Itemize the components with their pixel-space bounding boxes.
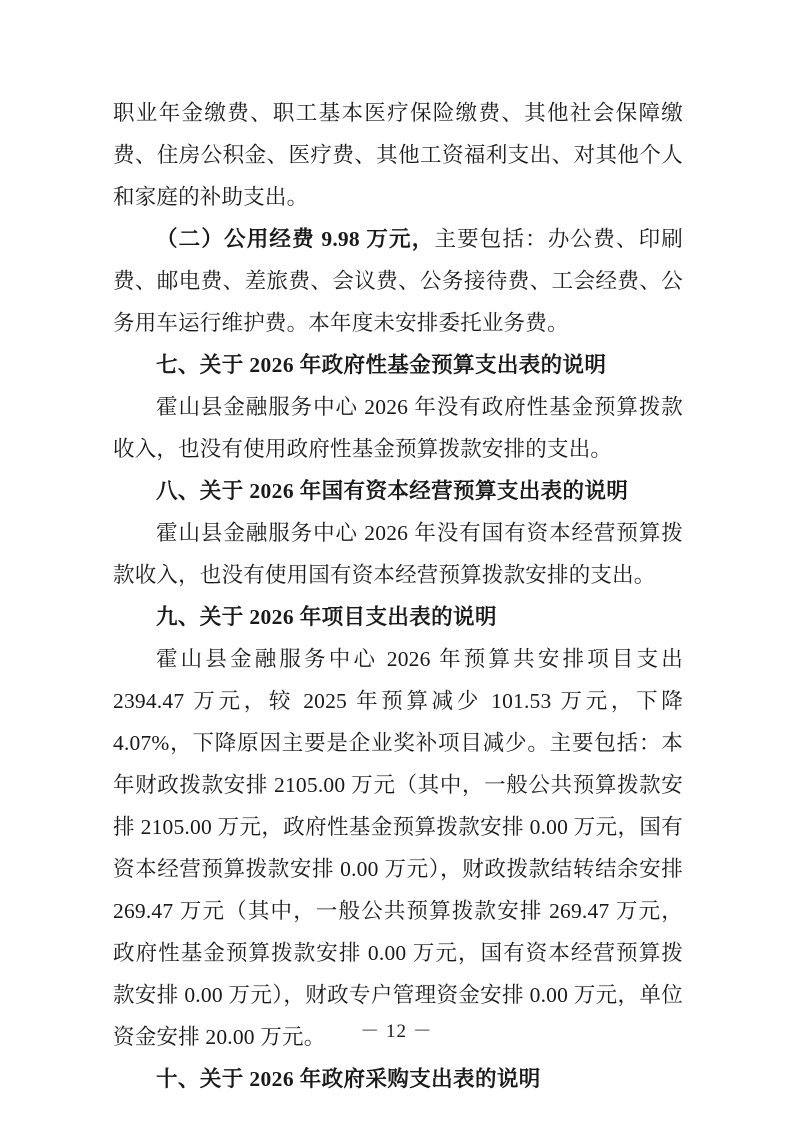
heading-section-seven: 七、关于 2026 年政府性基金预算支出表的说明 bbox=[156, 353, 607, 377]
page-number: － 12 － bbox=[360, 1021, 433, 1042]
paragraph-government-fund: 霍山县金融服务中心 2026 年没有政府性基金预算拨款收入，也没有使用政府性基金预算拨款安排的支出。 bbox=[113, 395, 683, 461]
public-expense-rest: 主要包括：办公费、印刷费、邮电费、差旅费、会议费、公务接待费、工会经费、公务用车运行维护费。本年度未安排委托业务费。 bbox=[113, 227, 684, 335]
paragraph-social-insurance: 职业年金缴费、职工基本医疗保险缴费、其他社会保障缴费、住房公积金、医疗费、其他工资福利支出、对其他个人和家庭的补助支出。 bbox=[113, 101, 683, 209]
paragraph-state-capital: 霍山县金融服务中心 2026 年没有国有资本经营预算拨款收入，也没有使用国有资本经营预算拨款安排的支出。 bbox=[113, 521, 683, 587]
public-expense-lead: （二）公用经费 9.98 万元， bbox=[156, 227, 435, 251]
paragraph-public-expense bbox=[113, 218, 683, 344]
heading-section-eight: 八、关于 2026 年国有资本经营预算支出表的说明 bbox=[156, 479, 629, 503]
heading-section-nine: 九、关于 2026 年项目支出表的说明 bbox=[156, 605, 497, 629]
paragraph-project-expenditure: 霍山县金融服务中心 2026 年预算共安排项目支出 2394.47 万元，较 2025 年预算减少 101.53 万元，下降 4.07%，下降原因主要是企业奖补项目减少。主要包括：本年财政拨款安排 2105.00 万元（其中，一般公共预算拨款安排 2105.00 万元，政府性基金预算拨款安排 0.00 万元，国有资本经营预算拨款安排 0.00 万元），财政拨款结转结余安排 269.47 万元（其中，一般公共预算拨款安排 269.47 万元，政府性基金预算拨款安排 0.00 万元，国有资本经营预算拨款安排 0.00 万元），财政专户管理资金安排 0.00 万元，单位资金安排 20.00 万元。 bbox=[113, 647, 683, 1049]
heading-section-ten: 十、关于 2026 年政府采购支出表的说明 bbox=[156, 1067, 541, 1091]
document-body bbox=[113, 92, 683, 1100]
